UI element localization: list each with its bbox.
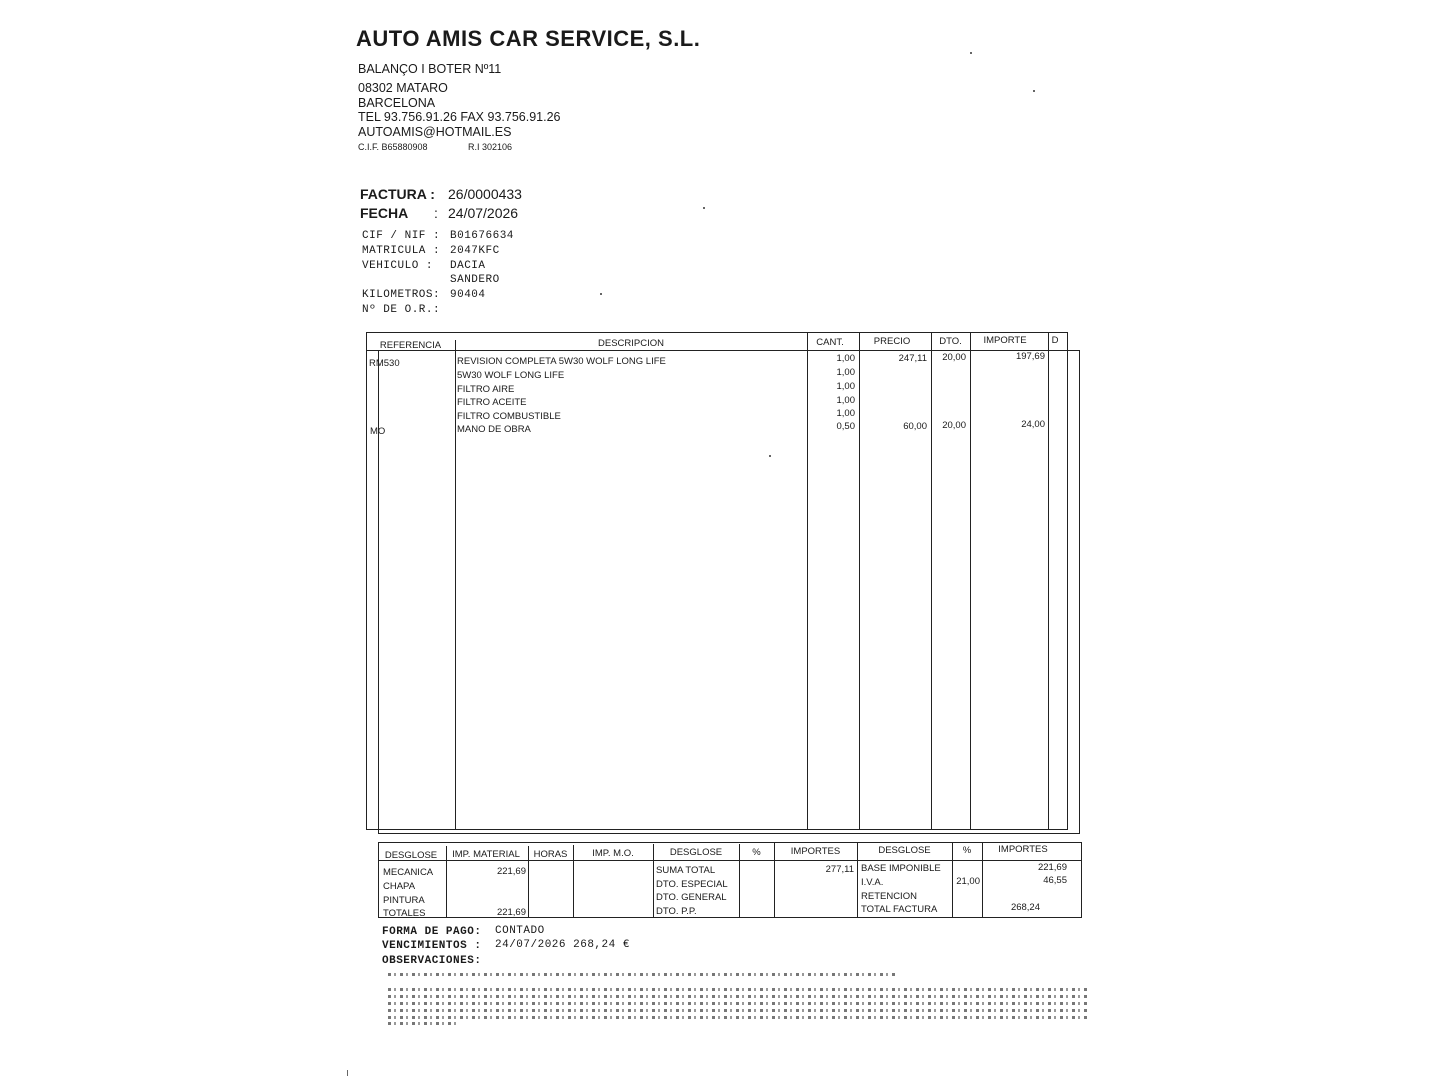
row6-ref: MO <box>370 426 386 437</box>
vehiculo-model: SANDERO <box>450 274 500 286</box>
factura-label: FACTURA : <box>360 186 435 202</box>
sum-base-imponible: 221,69 <box>1037 862 1067 873</box>
sum-h-pct1: % <box>752 847 761 858</box>
sum-h-material: IMP. MATERIAL <box>452 849 520 860</box>
sum-h-desglose1: DESGLOSE <box>384 850 438 861</box>
sum-h-importes1: IMPORTES <box>790 846 841 857</box>
col-referencia: REFERENCIA <box>379 340 442 351</box>
legal-fine-print-line4 <box>388 1002 1088 1005</box>
observaciones-label: OBSERVACIONES: <box>382 955 482 967</box>
row6-desc: MANO DE OBRA <box>457 424 531 435</box>
row3-cant: 1,00 <box>836 381 855 392</box>
row2-cant: 1,00 <box>836 367 855 378</box>
sum-total-factura-label: TOTAL FACTURA <box>861 904 938 915</box>
vencimientos-label: VENCIMIENTOS : <box>382 940 482 952</box>
company-name: AUTO AMIS CAR SERVICE, S.L. <box>356 26 701 51</box>
company-address-line1: BALANÇO I BOTER Nº11 <box>358 62 502 76</box>
company-phone: TEL 93.756.91.26 FAX 93.756.91.26 <box>358 110 561 124</box>
row1-ref: RM530 <box>369 358 400 369</box>
col-importe: IMPORTE <box>983 335 1027 346</box>
sum-h-desglose2: DESGLOSE <box>669 847 723 858</box>
legal-fine-print-line6 <box>388 1016 1088 1019</box>
sum-dto-especial-label: DTO. ESPECIAL <box>656 879 728 890</box>
sum-total-factura: 268,24 <box>1010 902 1040 913</box>
row6-importe: 24,00 <box>1021 419 1045 430</box>
matricula-label: MATRICULA : <box>362 245 441 257</box>
sum-h-importes2: IMPORTES <box>998 844 1048 855</box>
col-d: D <box>1051 335 1059 346</box>
legal-fine-print-line7 <box>388 1022 458 1025</box>
km-value: 90404 <box>450 289 486 301</box>
sum-base-label: BASE IMPONIBLE <box>861 863 941 874</box>
row3-desc: FILTRO AIRE <box>457 384 515 395</box>
or-label: Nº DE O.R.: <box>362 304 441 316</box>
sum-h-desglose3: DESGLOSE <box>878 845 931 856</box>
row6-dto: 20,00 <box>942 420 966 431</box>
legal-fine-print-line3 <box>388 995 1088 998</box>
sum-suma-total-label: SUMA TOTAL <box>656 865 716 876</box>
col-precio: PRECIO <box>873 336 911 347</box>
row5-desc: FILTRO COMBUSTIBLE <box>457 411 561 422</box>
company-address-line3: BARCELONA <box>358 96 436 110</box>
col-dto: DTO. <box>939 336 962 347</box>
sum-iva-label: I.V.A. <box>861 877 884 888</box>
company-address-line2: 08302 MATARO <box>358 81 448 95</box>
sum-cat-chapa: CHAPA <box>383 881 416 892</box>
fecha-value: 24/07/2026 <box>448 205 519 221</box>
km-label: KILOMETROS: <box>362 289 441 301</box>
legal-fine-print-line2 <box>388 988 1088 991</box>
sum-dto-pp-label: DTO. P.P. <box>656 906 697 917</box>
sum-iva: 46,55 <box>1043 875 1067 886</box>
sum-mecanica-material: 221,69 <box>496 866 526 877</box>
row1-precio: 247,11 <box>898 353 927 364</box>
row1-desc: REVISION COMPLETA 5W30 WOLF LONG LIFE <box>457 356 666 367</box>
cif-label: CIF / NIF : <box>362 230 441 242</box>
col-descripcion: DESCRIPCION <box>598 338 664 349</box>
factura-value: 26/0000433 <box>448 186 522 202</box>
fecha-colon: : <box>434 205 438 221</box>
row2-desc: 5W30 WOLF LONG LIFE <box>457 370 565 381</box>
vencimientos-value: 24/07/2026 268,24 € <box>495 939 630 951</box>
sum-cat-mecanica: MECANICA <box>383 867 434 878</box>
sum-h-horas: HORAS <box>533 849 568 860</box>
legal-fine-print-line5 <box>388 1009 1088 1012</box>
company-cif: C.I.F. B65880908 <box>358 142 428 152</box>
sum-cat-pintura: PINTURA <box>383 895 425 906</box>
legal-fine-print-line1 <box>388 973 898 976</box>
vehiculo-value: DACIA <box>450 260 486 272</box>
company-ri: R.I 302106 <box>468 142 513 152</box>
row1-cant: 1,00 <box>836 353 855 364</box>
sum-suma-total: 277,11 <box>825 864 854 875</box>
sum-retencion-label: RETENCION <box>861 891 917 902</box>
sum-iva-pct: 21,00 <box>956 876 980 887</box>
cif-value: B01676634 <box>450 230 514 242</box>
row4-desc: FILTRO ACEITE <box>457 397 527 408</box>
row4-cant: 1,00 <box>836 395 855 406</box>
company-email: AUTOAMIS@HOTMAIL.ES <box>358 125 512 139</box>
row1-dto: 20,00 <box>942 352 966 363</box>
forma-pago-value: CONTADO <box>495 925 545 937</box>
forma-pago-label: FORMA DE PAGO: <box>382 926 482 938</box>
sum-cat-totales: TOTALES <box>383 908 426 919</box>
fecha-label: FECHA <box>360 205 409 221</box>
row6-precio: 60,00 <box>903 421 927 432</box>
row5-cant: 1,00 <box>836 408 855 419</box>
sum-h-mo: IMP. M.O. <box>592 848 634 859</box>
sum-totales-material: 221,69 <box>496 907 526 918</box>
sum-dto-general-label: DTO. GENERAL <box>656 892 727 903</box>
row6-cant: 0,50 <box>836 421 855 432</box>
col-cant: CANT. <box>816 337 844 348</box>
matricula-value: 2047KFC <box>450 245 500 257</box>
vehiculo-label: VEHICULO : <box>362 260 434 272</box>
sum-h-pct2: % <box>962 845 972 856</box>
row1-importe: 197,69 <box>1015 351 1045 362</box>
